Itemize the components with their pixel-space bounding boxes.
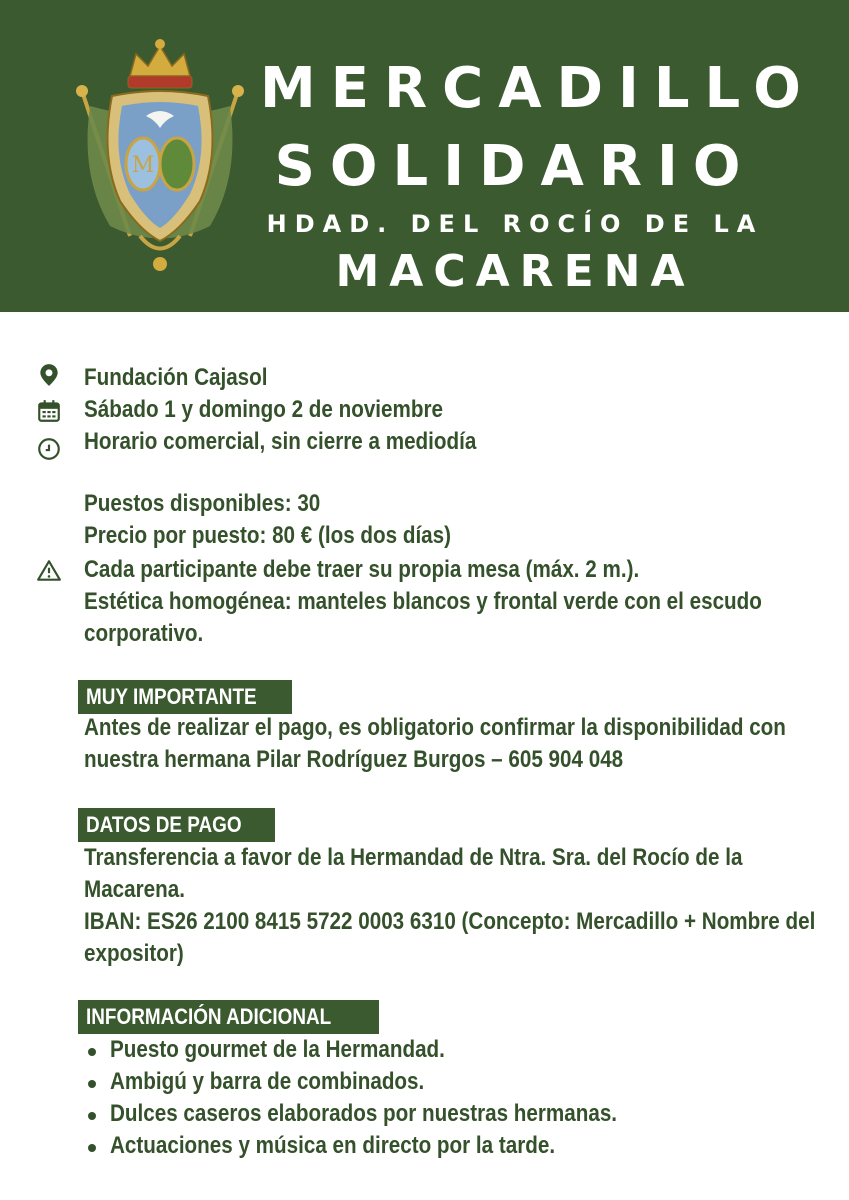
additional-heading: INFORMACIÓN ADICIONAL <box>86 1004 332 1029</box>
aesthetics-line-1: Estética homogénea: manteles blancos y frontal verde con el escudo <box>84 588 762 615</box>
important-line-1: Antes de realizar el pago, es obligatorio confirmar la disponibilidad con <box>84 714 786 741</box>
important-line-2: nuestra hermana Pilar Rodríguez Burgos – 605 904 048 <box>84 746 624 773</box>
main-content <box>0 312 849 1200</box>
bullet-dot <box>88 1080 96 1088</box>
payment-heading-badge <box>78 808 275 842</box>
list-item: Ambigú y barra de combinados. <box>110 1068 425 1095</box>
svg-text:M: M <box>131 153 155 178</box>
stalls-available: Puestos disponibles: 30 <box>84 490 321 517</box>
bullet-dot <box>88 1112 96 1120</box>
clock-icon <box>36 436 62 462</box>
additional-heading-badge <box>78 1000 379 1034</box>
important-heading: MUY IMPORTANTE <box>86 684 257 709</box>
payment-line-1: Transferencia a favor de la Hermandad de Ntra. Sra. del Rocío de la <box>84 844 743 871</box>
payment-heading: DATOS DE PAGO <box>86 812 242 837</box>
title-line-2: SOLIDARIO <box>274 134 756 199</box>
table-requirement: Cada participante debe traer su propia mesa (máx. 2 m.). <box>84 556 640 583</box>
bullet-dot <box>88 1048 96 1056</box>
stall-price: Precio por puesto: 80 € (los dos días) <box>84 522 452 549</box>
dates-text: Sábado 1 y domingo 2 de noviembre <box>84 396 443 423</box>
header-banner <box>0 0 849 312</box>
warning-icon <box>36 558 62 584</box>
payment-line-2: Macarena. <box>84 876 185 903</box>
title-line-1: MERCADILLO <box>260 56 816 121</box>
list-item: Actuaciones y música en directo por la tarde. <box>110 1132 556 1159</box>
coat-of-arms-emblem <box>70 36 250 276</box>
schedule-text: Horario comercial, sin cierre a mediodía <box>84 428 477 455</box>
map-pin-icon <box>36 362 62 388</box>
payment-line-4: expositor) <box>84 940 184 967</box>
list-item: Puesto gourmet de la Hermandad. <box>110 1036 445 1063</box>
subtitle: HDAD. DEL ROCÍO DE LA <box>266 210 764 238</box>
calendar-icon <box>36 398 62 424</box>
title-line-4: MACARENA <box>335 246 695 297</box>
bullet-dot <box>88 1144 96 1152</box>
list-item: Dulces caseros elaborados por nuestras hermanas. <box>110 1100 618 1127</box>
iban-line: IBAN: ES26 2100 8415 5722 0003 6310 (Concepto: Mercadillo + Nombre del <box>84 908 816 935</box>
important-heading-badge <box>78 680 292 714</box>
aesthetics-line-2: corporativo. <box>84 620 204 647</box>
location-text: Fundación Cajasol <box>84 364 268 391</box>
